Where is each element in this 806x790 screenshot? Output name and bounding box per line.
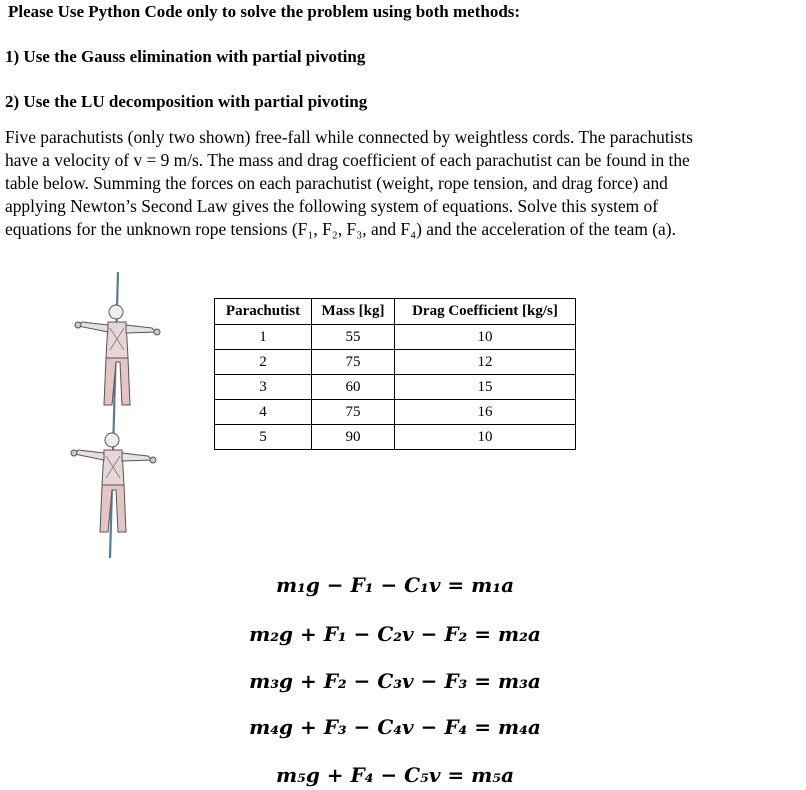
table-cell: 10 [395, 325, 576, 350]
column-header-drag: Drag Coefficient [kg/s] [395, 299, 576, 325]
equation-5: m₅g + F₄ − C₅v = m₅a [275, 763, 515, 787]
table-cell: 3 [215, 375, 312, 400]
table-row [215, 400, 576, 425]
table-cell: 4 [215, 400, 312, 425]
problem-line: have a velocity of v = 9 m/s. The mass and drag coefficient of each parachutist can be found in the [5, 150, 690, 170]
column-header-parachutist: Parachutist [215, 299, 312, 325]
table-cell: 55 [312, 325, 395, 350]
parachutists-figure [68, 270, 178, 560]
table-cell: 2 [215, 350, 312, 375]
table-row [215, 350, 576, 375]
table-cell: 5 [215, 425, 312, 450]
problem-statement [5, 126, 805, 241]
table-cell: 12 [395, 350, 576, 375]
equation-1: m₁g − F₁ − C₁v = m₁a [275, 573, 515, 597]
method-2-heading: 2) Use the LU decomposition with partial pivoting [5, 92, 368, 111]
problem-line: Five parachutists (only two shown) free-fall while connected by weightless cords. The parachutists [5, 127, 693, 147]
table-cell: 90 [312, 425, 395, 450]
instruction-heading: Please Use Python Code only to solve the problem using both methods: [8, 2, 521, 21]
table-cell: 16 [395, 400, 576, 425]
parachutists-on-cord-icon [68, 270, 178, 560]
method-1-heading: 1) Use the Gauss elimination with partial pivoting [5, 47, 366, 66]
problem-line: table below. Summing the forces on each parachutist (weight, rope tension, and drag force) and [5, 173, 668, 193]
equation-2: m₂g + F₁ − C₂v − F₂ = m₂a [249, 622, 541, 646]
equation-4: m₄g + F₃ − C₄v − F₄ = m₄a [249, 715, 541, 739]
table-cell: 10 [395, 425, 576, 450]
parachutist-data-table [214, 298, 576, 450]
column-header-mass: Mass [kg] [312, 299, 395, 325]
table-cell: 15 [395, 375, 576, 400]
table-cell: 60 [312, 375, 395, 400]
table-cell: 75 [312, 350, 395, 375]
problem-line: applying Newton’s Second Law gives the following system of equations. Solve this system of [5, 196, 659, 216]
table-row [215, 325, 576, 350]
table-header-row [215, 299, 576, 325]
table-row [215, 425, 576, 450]
problem-line: equations for the unknown rope tensions (F₁, F₂, F₃, and F₄) and the acceleration of the team (a). [5, 219, 676, 239]
equation-3: m₃g + F₂ − C₃v − F₃ = m₃a [249, 669, 541, 693]
table-row [215, 375, 576, 400]
table-cell: 1 [215, 325, 312, 350]
table-cell: 75 [312, 400, 395, 425]
